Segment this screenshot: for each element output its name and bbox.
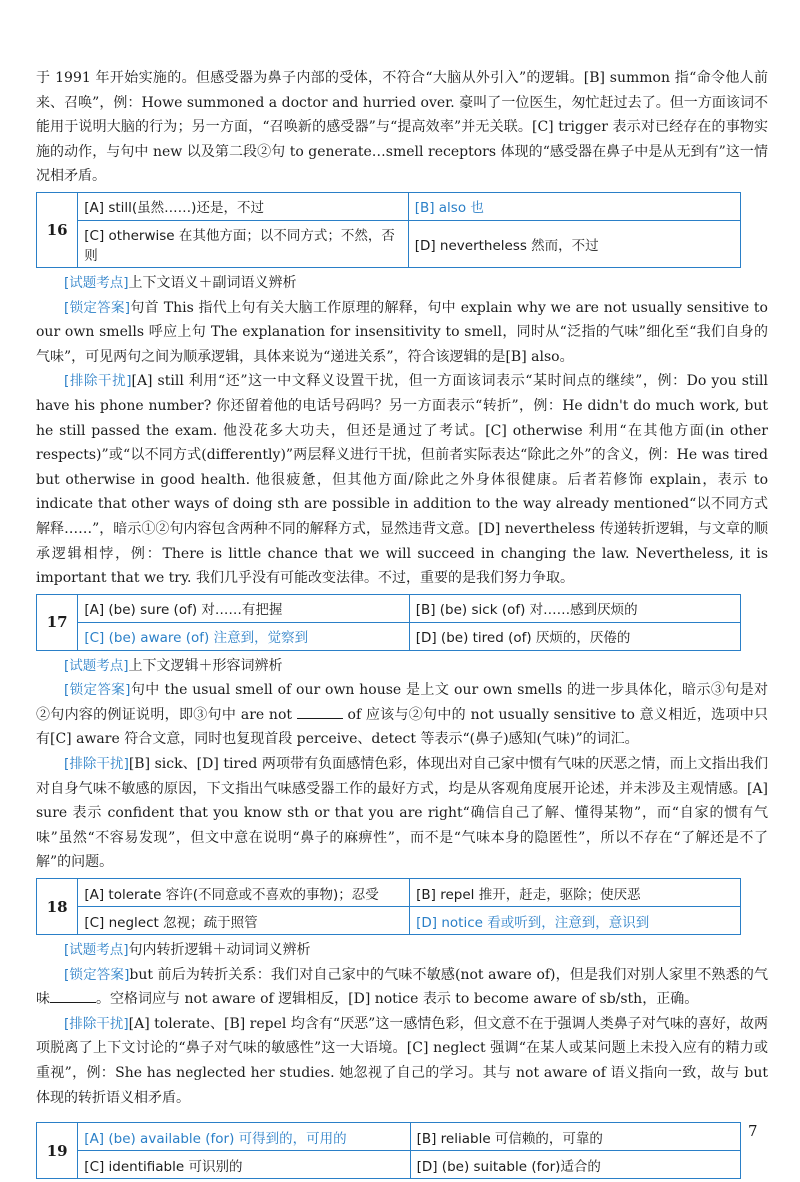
option-a: [A] (be) sure (of) 对……有把握 bbox=[78, 594, 409, 622]
exclude-tag: [排除干扰] bbox=[64, 373, 132, 390]
answer-text-cont: of 应该与②句中的 not usually sensitive to 意义相近，选项中只有[C] aware 符合文意，同时也复现首段 perceive、detect 等表示“(鼻子)感知(气味)”的词汇。 bbox=[36, 706, 769, 748]
blank-line bbox=[297, 705, 343, 719]
option-a-correct: [A] (be) available (for) 可得到的，可用的 bbox=[78, 1123, 410, 1151]
answer-tag: [锁定答案] bbox=[64, 299, 131, 316]
kaodian-text: 上下文逻辑＋形容词辨析 bbox=[128, 657, 283, 674]
top-paragraph: 于 1991 年开始实施的。但感受器为鼻子内部的受体，不符合“大脑从外引入”的逻辑。[B] summon 指“命令他人前来、召唤”，例：Howe summoned a doctor and hurried over. 豪叫了一位医生，匆忙赶过去了。但一方面该词不能用于说明大脑的行为；另一方面，“召唤新的感受器”与“提高效率”并无关联。[C] trigger 表示对已经存在的事物实施的动作，与句中 new 以及第二段②句 to generate…smell receptors 体现的“感受器在鼻子中是从无到有”这一情况相矛盾。 bbox=[36, 70, 768, 185]
option-a: [A] still(虽然……)还是，不过 bbox=[78, 192, 408, 220]
options-table-16 bbox=[36, 192, 741, 268]
question-number: 18 bbox=[37, 879, 78, 935]
exclude-18 bbox=[36, 1012, 768, 1110]
option-b: [B] repel 推开，赶走，驱除；使厌恶 bbox=[410, 879, 741, 907]
answer-text: but 前后为转折关系：我们对自己家中的气味不敏感(not aware of)，但是我们对别人家里不熟悉的气味 bbox=[36, 966, 768, 1008]
page-number: 7 bbox=[748, 1122, 758, 1140]
answer-tag: [锁定答案] bbox=[64, 682, 131, 699]
answer-18 bbox=[36, 963, 768, 1012]
answer-tag: [锁定答案] bbox=[64, 966, 130, 983]
exclude-tag: [排除干扰] bbox=[64, 756, 129, 773]
kaodian-17 bbox=[36, 654, 768, 679]
options-table-18 bbox=[36, 878, 741, 935]
options-table-17 bbox=[36, 594, 741, 651]
answer-text: 句首 This 指代上句有关大脑工作原理的解释，句中 explain why we are not usually sensitive to our own smells 呼应上句 The explanation for insensitivity to smell，同时从“泛指的气味”细化至“我们自身的气味”，可见两句之间为顺承逻辑，具体来说为“递进关系”，符合该逻辑的是[B] also。 bbox=[36, 299, 768, 365]
exclude-text: [A] tolerate、[B] repel 均含有“厌恶”这一感情色彩，但文意不在于强调人类鼻子对气味的喜好，故两项脱离了上下文讨论的“鼻子对气味的敏感性”这一大语境。[C] neglect 强调“在某人或某问题上未投入应有的精力或重视”，例：She has neglected her studies. 她忽视了自己的学习。其与 not aware of 语义指向一致，故与 but 体现的转折语义相矛盾。 bbox=[36, 1015, 768, 1106]
exclude-16 bbox=[36, 369, 768, 590]
kaodian-tag: [试题考点] bbox=[64, 274, 129, 291]
question-number: 17 bbox=[37, 594, 78, 650]
option-c-correct: [C] (be) aware (of) 注意到，觉察到 bbox=[78, 622, 409, 650]
exclude-text: [B] sick、[D] tired 两项带有负面感情色彩，体现出对自己家中惯有气味的厌恶之情，而上文指出我们对自身气味不敏感的原因，下文指出气味感受器工作的最好方式，均是从客观角度展开论述，并未涉及主观情感。[A] sure 表示 confident that you know sth or that you are right“确信自己了解、懂得某物”，而“自家的惯有气味”虽然“不容易发现”，但文中意在说明“鼻子的麻痹性”，而不是“气味本身的隐匿性”，所以不存在“了解还是不了解”的问题。 bbox=[36, 756, 768, 871]
answer-text: 句中 the usual smell of our own house 是上文 our own smells 的进一步具体化，暗示③句是对②句内容的例证说明，即③句中 are not bbox=[36, 682, 768, 723]
option-d: [D] (be) suitable (for)适合的 bbox=[410, 1151, 740, 1179]
kaodian-18 bbox=[36, 938, 768, 963]
option-d: [D] (be) tired (of) 厌烦的，厌倦的 bbox=[409, 622, 740, 650]
answer-17 bbox=[36, 678, 768, 752]
page-content bbox=[36, 66, 768, 1182]
kaodian-tag: [试题考点] bbox=[64, 942, 129, 959]
option-c: [C] otherwise 在其他方面；以不同方式；不然，否则 bbox=[78, 220, 408, 267]
kaodian-16 bbox=[36, 271, 768, 296]
option-b-correct: [B] also 也 bbox=[408, 192, 740, 220]
kaodian-text: 上下文语义＋副词语义辨析 bbox=[128, 274, 297, 291]
options-table-19 bbox=[36, 1122, 741, 1179]
option-a: [A] tolerate 容许(不同意或不喜欢的事物)；忍受 bbox=[78, 879, 410, 907]
option-c: [C] neglect 忽视；疏于照管 bbox=[78, 907, 410, 935]
option-c: [C] identifiable 可识别的 bbox=[78, 1151, 410, 1179]
question-number: 16 bbox=[37, 192, 78, 267]
exclude-tag: [排除干扰] bbox=[64, 1015, 129, 1032]
question-number: 19 bbox=[37, 1123, 78, 1179]
exclude-17 bbox=[36, 752, 768, 875]
option-d-correct: [D] notice 看或听到，注意到，意识到 bbox=[410, 907, 741, 935]
answer-text-cont: 。空格词应与 not aware of 逻辑相反，[D] notice 表示 to become aware of sb/sth，正确。 bbox=[96, 991, 699, 1008]
option-b: [B] reliable 可信赖的，可靠的 bbox=[410, 1123, 740, 1151]
answer-16 bbox=[36, 296, 768, 370]
kaodian-tag: [试题考点] bbox=[64, 657, 129, 674]
blank-line bbox=[50, 989, 96, 1003]
option-d: [D] nevertheless 然而，不过 bbox=[408, 220, 740, 267]
exclude-text: [A] still 利用“还”这一中文释义设置干扰，但一方面该词表示“某时间点的继续”，例：Do you still have his phone number? 你还留着他的电话号码吗？另一方面表示“转折”，例：He didn't do much work, but he still passed the exam. 他没花多大功夫，但还是通过了考试。[C] otherwise 利用“在其他方面(in other respects)”或“以不同方式(differently)”两层释义进行干扰，但前者实际表达“除此之外”的含义，例：He was tired but otherwise in good health. 他很疲惫，但其他方面/除此之外身体很健康。后者若修饰 explain，表示 to indicate that other ways of doing sth are possible in addition to the way already mentioned“以不同方式解释……”，暗示①②句内容包含两种不同的解释方式，显然违背文意。[D] nevertheless 传递转折逻辑，与文章的顺承逻辑相悖，例：There is little chance that we will succeed in changing the law. Nevertheless, it is important that we try. 我们几乎没有可能改变法律。不过，重要的是我们努力争取。 bbox=[36, 373, 768, 587]
option-b: [B] (be) sick (of) 对……感到厌烦的 bbox=[409, 594, 740, 622]
kaodian-text: 句内转折逻辑＋动词词义辨析 bbox=[128, 942, 311, 959]
